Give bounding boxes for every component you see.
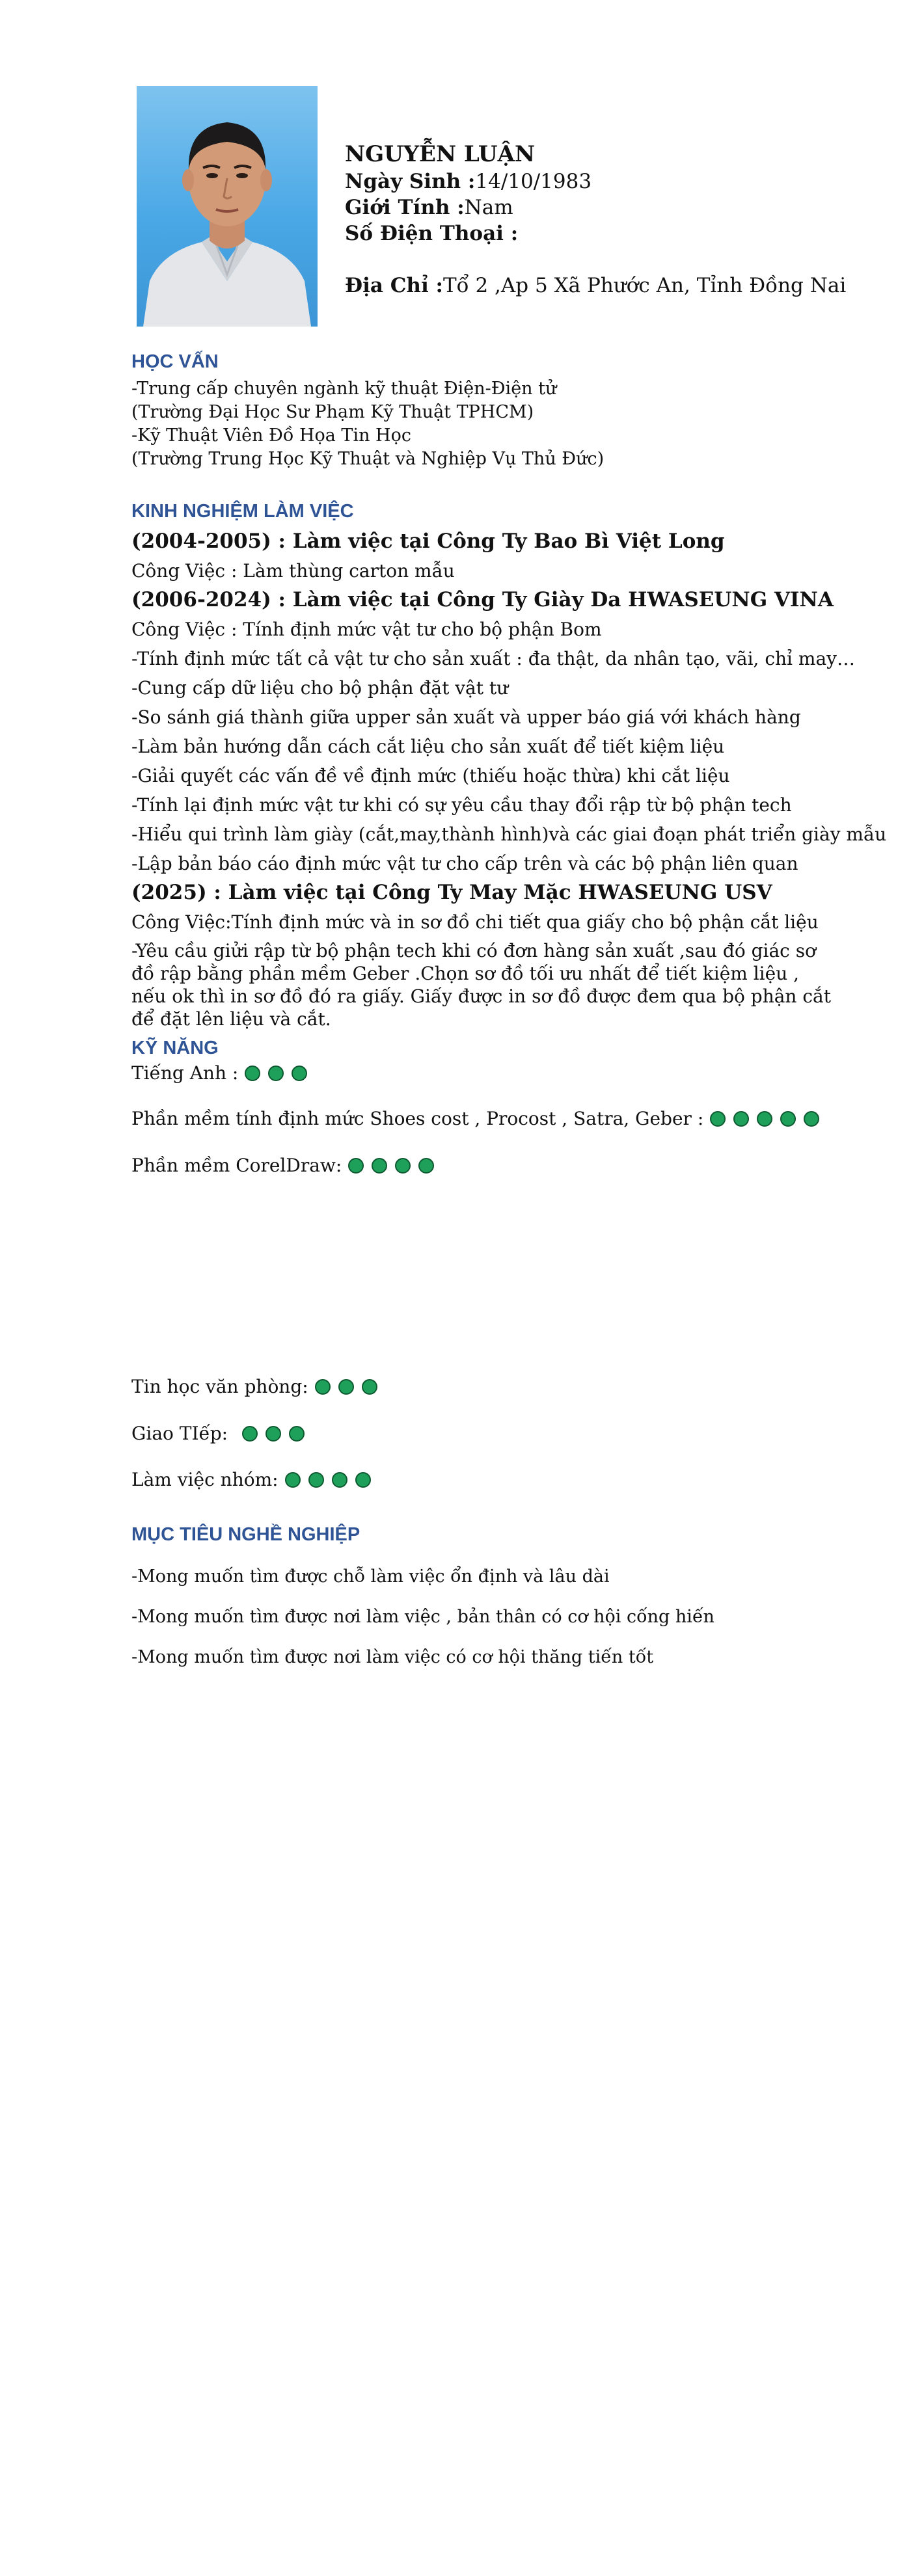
skill-label: Phần mềm tính định mức Shoes cost , Procost , Satra, Geber : bbox=[131, 1108, 704, 1129]
job-line: -Tính lại định mức vật tư khi có sự yêu cầu thay đổi rập từ bộ phận tech bbox=[131, 794, 792, 816]
skill-label: Phần mềm CorelDraw: bbox=[131, 1155, 342, 1176]
skill-rating bbox=[245, 1066, 307, 1081]
job-line: -Giải quyết các vấn đề về định mức (thiếu hoặc thừa) khi cắt liệu bbox=[131, 765, 730, 786]
skill-rating bbox=[242, 1426, 305, 1442]
job-description: -Yêu cầu giửi rập từ bộ phận tech khi có đơn hàng sản xuất ,sau đó giác sơ đồ rập bằng phần mềm Geber .Chọn sơ đồ tối ưu nhất để tiết kiệm liệu , nếu ok thì in sơ đồ đó ra giấy. Giấy được in sơ đồ được đem qua bộ phận cắt để đặt lên liệu và cắt. bbox=[131, 940, 831, 1030]
skill-rating bbox=[710, 1111, 819, 1127]
education-list bbox=[131, 377, 604, 471]
skill-dot-icon bbox=[372, 1158, 387, 1174]
skill-rating bbox=[348, 1158, 434, 1174]
skill-dot-icon bbox=[315, 1379, 331, 1395]
gender-row bbox=[345, 195, 846, 221]
skill-label: Tin học văn phòng: bbox=[131, 1376, 308, 1397]
education-title: HỌC VẤN bbox=[131, 351, 219, 372]
gender-value: Nam bbox=[464, 196, 513, 219]
skill-dot-icon bbox=[710, 1111, 726, 1127]
goal-line: -Mong muốn tìm được chỗ làm việc ổn định và lâu dài bbox=[131, 1566, 610, 1587]
skill-row bbox=[131, 1062, 307, 1084]
skill-rating bbox=[315, 1379, 377, 1395]
dob-value: 14/10/1983 bbox=[475, 170, 592, 193]
address-value: Tổ 2 ,Ap 5 Xã Phước An, Tỉnh Đồng Nai bbox=[442, 274, 847, 297]
skill-dot-icon bbox=[355, 1472, 371, 1488]
skill-dot-icon bbox=[242, 1426, 258, 1442]
job-line: -Hiểu qui trình làm giày (cắt,may,thành hình)và các giai đoạn phát triển giày mẫu bbox=[131, 824, 887, 845]
skill-rating bbox=[285, 1472, 371, 1488]
job-line: -Làm bản hướng dẫn cách cắt liệu cho sản xuất để tiết kiệm liệu bbox=[131, 736, 725, 757]
skill-dot-icon bbox=[757, 1111, 772, 1127]
skill-dot-icon bbox=[265, 1426, 281, 1442]
skill-dot-icon bbox=[780, 1111, 796, 1127]
skill-dot-icon bbox=[395, 1158, 411, 1174]
phone-label: Số Điện Thoại : bbox=[345, 222, 519, 245]
address-label: Địa Chỉ : bbox=[345, 274, 443, 297]
job-line: -So sánh giá thành giữa upper sản xuất và upper báo giá với khách hàng bbox=[131, 706, 801, 728]
job-line: Công Việc : Tính định mức vật tư cho bộ phận Bom bbox=[131, 619, 602, 640]
personal-info bbox=[345, 140, 846, 299]
skill-dot-icon bbox=[362, 1379, 377, 1395]
education-line: -Kỹ Thuật Viên Đồ Họa Tin Học bbox=[131, 425, 411, 446]
skill-dot-icon bbox=[268, 1066, 284, 1081]
skill-label: Tiếng Anh : bbox=[131, 1062, 239, 1084]
skill-dot-icon bbox=[733, 1111, 749, 1127]
gender-label: Giới Tính : bbox=[345, 196, 465, 219]
goal-line: -Mong muốn tìm được nơi làm việc có cơ hội thăng tiến tốt bbox=[131, 1647, 654, 1667]
skill-dot-icon bbox=[308, 1472, 324, 1488]
job-line: Công Việc:Tính định mức và in sơ đồ chi tiết qua giấy cho bộ phận cắt liệu bbox=[131, 911, 819, 933]
skill-row bbox=[131, 1423, 305, 1444]
skill-row bbox=[131, 1469, 371, 1490]
goal-line: -Mong muốn tìm được nơi làm việc , bản thân có cơ hội cống hiến bbox=[131, 1607, 714, 1627]
job-heading: (2025) : Làm việc tại Công Ty May Mặc HWASEUNG USV bbox=[131, 881, 772, 904]
skill-row bbox=[131, 1108, 819, 1129]
dob-label: Ngày Sinh : bbox=[345, 170, 476, 193]
job-line: -Tính định mức tất cả vật tư cho sản xuất : đa thật, da nhân tạo, vãi, chỉ may… bbox=[131, 648, 855, 669]
person-name: NGUYỄN LUẬN bbox=[345, 141, 536, 167]
job-line: Công Việc : Làm thùng carton mẫu bbox=[131, 560, 455, 582]
education-line: (Trường Đại Học Sư Phạm Kỹ Thuật TPHCM) bbox=[131, 402, 534, 422]
skill-label: Giao TIếp: bbox=[131, 1423, 228, 1444]
job-heading: (2004-2005) : Làm việc tại Công Ty Bao Bì Việt Long bbox=[131, 530, 725, 553]
skill-dot-icon bbox=[245, 1066, 260, 1081]
dob-row bbox=[345, 168, 846, 195]
skill-dot-icon bbox=[332, 1472, 347, 1488]
skill-dot-icon bbox=[348, 1158, 364, 1174]
job-heading: (2006-2024) : Làm việc tại Công Ty Giày Da HWASEUNG VINA bbox=[131, 588, 834, 611]
skills-title: KỸ NĂNG bbox=[131, 1038, 219, 1058]
experience-list bbox=[131, 527, 887, 1030]
skill-dot-icon bbox=[292, 1066, 307, 1081]
skill-dot-icon bbox=[804, 1111, 819, 1127]
phone-row bbox=[345, 221, 846, 247]
job-line: -Cung cấp dữ liệu cho bộ phận đặt vật tư bbox=[131, 677, 509, 699]
skill-dot-icon bbox=[285, 1472, 301, 1488]
skill-dot-icon bbox=[289, 1426, 305, 1442]
skill-label: Làm việc nhóm: bbox=[131, 1469, 279, 1490]
skill-row bbox=[131, 1376, 377, 1397]
skill-row bbox=[131, 1155, 434, 1176]
address-row bbox=[345, 273, 846, 299]
education-line: (Trường Trung Học Kỹ Thuật và Nghiệp Vụ Thủ Đức) bbox=[131, 449, 605, 469]
skill-dot-icon bbox=[418, 1158, 434, 1174]
goals-title: MỤC TIÊU NGHỀ NGHIỆP bbox=[131, 1524, 360, 1545]
skill-dot-icon bbox=[338, 1379, 354, 1395]
job-line: -Lập bản báo cáo định mức vật tư cho cấp trên và các bộ phận liên quan bbox=[131, 853, 798, 874]
profile-photo bbox=[137, 86, 318, 327]
education-line: -Trung cấp chuyên ngành kỹ thuật Điện-Điện tử bbox=[131, 379, 557, 399]
experience-title: KINH NGHIỆM LÀM VIỆC bbox=[131, 501, 354, 522]
